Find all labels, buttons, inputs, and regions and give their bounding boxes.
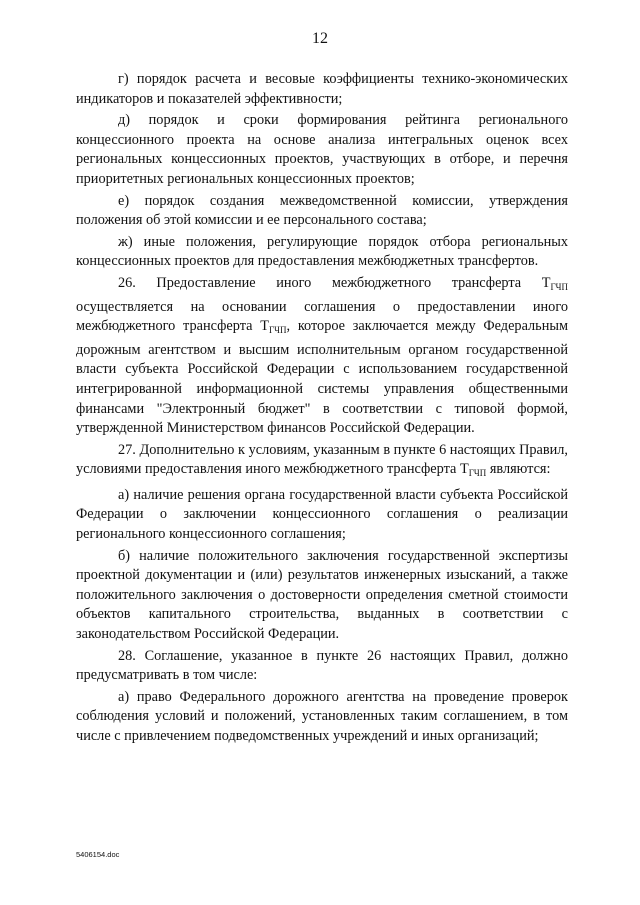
paragraph-e: е) порядок создания межведомственной комиссии, утверждения положения об этой комиссии и ее персонального состава; <box>76 192 568 229</box>
paragraph-27-b: б) наличие положительного заключения государственной экспертизы проектной документации и (или) результатов инженерных изысканий, а также положительного заключения о достоверности определения сметной стоимости объектов капитального строительства, выданных в соответствии с законодательством Российской Федерации. <box>76 547 568 643</box>
paragraph-26: 26. Предоставление иного межбюджетного трансферта $Т_{ГЧП}$ осуществляется на основании соглашения о предоставлении иного межбюджетного трансферта $Т_{ГЧП}$, которое заключается между Федеральным дорожным агентством и высшим исполнительным органом государственной власти субъекта Российской Федерации с использованием государственной интегрированной информационной системы управления общественными финансами "Электронный бюджет" в соответствии с типовой формой, утвержденной Министерством финансов Российской Федерации. <box>76 274 568 437</box>
page-number: 12 <box>312 30 328 47</box>
document-body <box>76 70 568 749</box>
paragraph-zh: ж) иные положения, регулирующие порядок отбора региональных концессионных проектов для предоставления межбюджетных трансфертов. <box>76 233 568 270</box>
paragraph-28-a: а) право Федерального дорожного агентства на проведение проверок соблюдения условий и положений, установленных таким соглашением, в том числе с привлечением подведомственных учреждений и иных организаций; <box>76 688 568 744</box>
paragraph-28: 28. Соглашение, указанное в пункте 26 настоящих Правил, должно предусматривать в том числе: <box>76 647 568 684</box>
paragraph-g: г) порядок расчета и весовые коэффициенты технико-экономических индикаторов и показателей эффективности; <box>76 71 568 107</box>
paragraph-27: 27. Дополнительно к условиям, указанным в пункте 6 настоящих Правил, условиями предоставления иного межбюджетного трансферта $Т_{ГЧП}$ являются: <box>76 441 568 479</box>
paragraph-27-a: а) наличие решения органа государственной власти субъекта Российской Федерации о заключении концессионного соглашения о реализации регионального концессионного соглашения; <box>76 486 568 543</box>
document-footer-filename: 5406154.doc <box>76 850 120 859</box>
paragraph-d: д) порядок и сроки формирования рейтинга регионального концессионного проекта на основе анализа интегральных оценок всех региональных концессионных проектов, участвующих в отборе, и перечня приоритетных региональных концессионных проектов; <box>76 112 568 187</box>
